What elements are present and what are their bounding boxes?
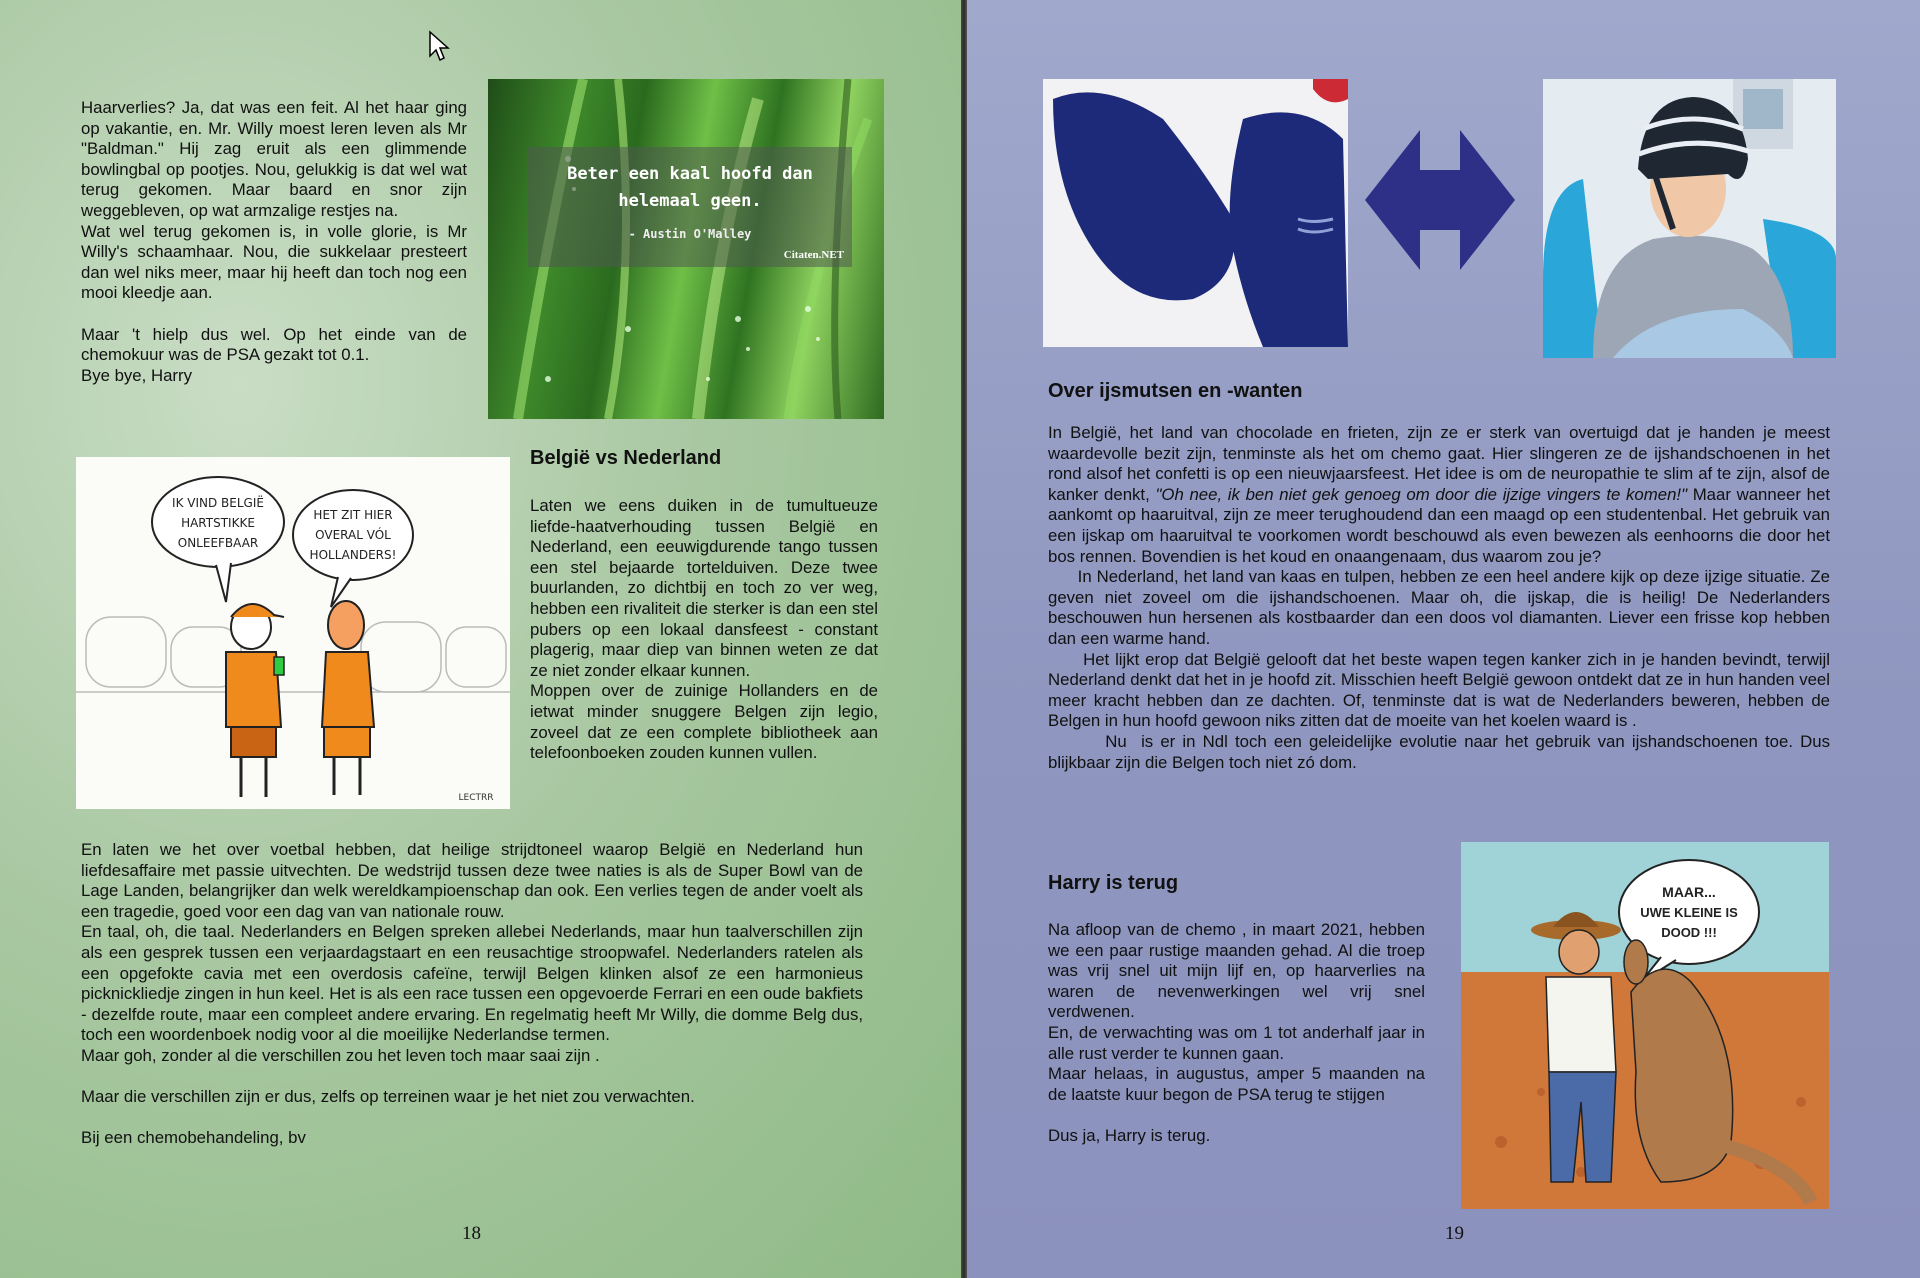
bubble-right-line: HET ZIT HIER (313, 508, 393, 522)
ijsmutsen-paragraph: Het lijkt erop dat België gelooft dat het beste wapen tegen kanker zich in je handen bevindt, terwijl Nederland denkt dat het in je hoofd zit. Misschien heeft België gewoon ontdekt dat ze in hun handen veel meer kracht hebben dan ze dachten. Of, tenminste dat is wat de Nederlanders beweren, hebben de Belgen in hun hoofd gewoon niks zitten dat de moeite van het koelen waard is . (1048, 649, 1835, 731)
cartoon-man-left (226, 604, 284, 797)
right-page (967, 0, 1920, 1278)
kangaroo-bubble-line: DOOD !!! (1661, 925, 1717, 940)
quote-text: Beter een kaal hoofd dan helemaal geen. (567, 164, 813, 211)
harry-paragraph: Dus ja, Harry is terug. (1048, 1125, 1211, 1145)
bottom-paragraph: En laten we het over voetbal hebben, dat heilige strijdtoneel waarop België en Nederland hun liefdesaffaire met passie uitvechten. De wedstrijd tussen deze twee naties is als de Super Bowl van de Lage Landen, belangrijker dan welk wereldkampioenschap dan ook. Een verlies tegen de ander voelt als een tragedie, goed voor een dag van van nationale rouw. (81, 840, 863, 921)
section-heading-harry-is-terug: Harry is terug (1048, 872, 1179, 894)
page-number: 19 (1445, 1223, 1464, 1244)
section-heading-belgie-nederland: België vs Nederland (530, 447, 722, 469)
kangaroo-bubble-line: MAAR... (1662, 884, 1716, 900)
intro-paragraph: Bye bye, Harry (81, 365, 192, 385)
grass-quote-image (488, 79, 884, 419)
bubble-left-line: HARTSTIKKE (181, 516, 255, 530)
double-arrow-icon (1365, 130, 1515, 270)
ijsmutsen-text (1048, 423, 1835, 773)
page-number: 18 (462, 1223, 481, 1244)
section-heading-ijsmutsen: Over ijsmutsen en -wanten (1048, 380, 1303, 402)
mouse-cursor-icon (428, 30, 450, 62)
bubble-left-line: ONLEEFBAAR (177, 536, 259, 550)
intro-paragraph: Haarverlies? Ja, dat was een feit. Al het haar ging op vakantie, en. Mr. Willy moest leren leven als Mr "Baldman." Hij zag eruit als een glimmende bowlingbal op pootjes. Nou, gelukkig is dat wel wat terug gekomen. Maar baard en snor zijn weggebleven, op wat armzalige restjes na. (81, 98, 467, 220)
quote-site-watermark: Citaten.NET (783, 249, 844, 261)
cartoon-man-right (322, 601, 374, 795)
bubble-right-line: OVERAL VÓL (315, 528, 391, 542)
harry-paragraph: En, de verwachting was om 1 tot anderhalf jaar in alle rust verder te kunnen gaan. (1048, 1022, 1425, 1063)
bottom-paragraph: Maar goh, zonder al die verschillen zou het leven toch maar saai zijn . (81, 1045, 600, 1065)
ijsmutsen-quote: "Oh nee, ik ben niet gek genoeg om door die ijzige vingers te komen!" (1155, 484, 1688, 504)
bubble-left-line: IK VIND BELGIË (172, 496, 264, 510)
bottom-paragraph: En taal, oh, die taal. Nederlanders en Belgen spreken allebei Nederlands, maar hun taalverschillen zijn als een gesprek tussen een verjaardagstaart en een reusachtige stroopwafel. Nederlanders ratelen als een opgefokte cavia met een overdosis cafeïne, terwijl Belgen klinken alsof ze een harmonieus picknickliedje zingen in hun keel. Het is als een race tussen een opgevoerde Ferrari en een oude bakfiets - dezelfde route, maar een compleet andere ervaring. En regelmatig heeft Mr Willy, die domme Belg dus, toch een woordenboek nodig voor al die moeilijke Nederlandse termen. (81, 922, 863, 1045)
section-paragraph: Laten we eens duiken in de tumultueuze liefde-haatverhouding tussen België en Nederland, een eeuwigdurende tango tussen een stel bejaarde tortelduiven. Deze twee buurlanden, zo dichtbij en toch zo ver weg, hebben een rivaliteit die sterker is dan een stel pubers op een lokaal dansfeest - constant plagerig, maar diep van binnen weten ze dat ze niet zonder elkaar kunnen. (530, 496, 878, 680)
ijsmutsen-paragraph: Nu is er in Ndl toch een geleidelijke evolutie naar het gebruik van ijshandschoenen toe. Dus blijkbaar zijn die Belgen toch niet zó dom. (1048, 731, 1835, 772)
cartoon-signature: LECTRR (458, 793, 494, 803)
quote-box (528, 147, 852, 267)
harry-text (1048, 920, 1425, 1147)
ice-mittens-image (1043, 79, 1348, 347)
kangaroo-bubble-line: UWE KLEINE IS (1640, 905, 1738, 920)
ijsmutsen-paragraph: In Nederland, het land van kaas en tulpen, hebben ze een heel andere kijk op deze ijzige situatie. Ze geven niet zoveel om die ijshandschoenen. Maar oh, die ijskap, die is heilig! De Nederlanders beschouwen hun hersenen als kostbaarder dan een doos vol diamanten. Liever een frisse kop hebben dan een warme hand. (1048, 567, 1835, 648)
cooling-cap-image (1543, 79, 1836, 358)
intro-paragraph: Wat wel terug gekomen is, in volle glorie, is Mr Willy's schaamhaar. Nou, die sukkelaar presteert dan wel niks meer, maar hij heeft dan toch nog een mooi kleedje aan. (81, 221, 467, 303)
bubble-right-line: HOLLANDERS! (309, 548, 397, 562)
section-paragraph: Moppen over de zuinige Hollanders en de ietwat minder snuggere Belgen zijn legio, zoveel dat ze een complete bibliotheek aan telefoonboeken zouden kunnen vullen. (530, 681, 878, 763)
bottom-text (81, 840, 863, 1149)
kangaroo-cartoon (1461, 842, 1829, 1209)
harry-paragraph: Na afloop van de chemo , in maart 2021, hebben we een paar rustige maanden gehad. Al die troep was vrij snel uit mijn lijf en, op haarverlies na waren de nevenwerkingen wel vrij snel verdwenen. (1048, 920, 1425, 1022)
harry-paragraph: Maar helaas, in augustus, amper 5 maanden na de laatste kuur begon de PSA terug te stijgen (1048, 1064, 1425, 1104)
belgium-netherlands-cartoon (76, 457, 510, 809)
bottom-paragraph: Maar die verschillen zijn er dus, zelfs op terreinen waar je het niet zou verwachten. (81, 1087, 695, 1107)
intro-paragraph: Maar 't hielp dus wel. Op het einde van de chemokuur was de PSA gezakt tot 0.1. (81, 324, 467, 365)
ijsmutsen-paragraph: In België, het land van chocolade en frieten, zijn ze er sterk van overtuigd dat je handen je meest waardevolle bezit zijn, tenminste als het om chemo gaat. Hier slingeren ze de ijshandschoenen in het rond alsof het confetti is op een nieuwjaarsfeest. Het idee is om de neuropathie te slim af te zijn, alsof de kanker denkt, "Oh nee, ik ben niet gek genoeg om door die ijzige vingers te komen!" Maar wanneer het aankomt op haaruitval, zijn ze meer terughoudend dan een maagd op een studentenbal. Het gebruik van een ijskap om haaruitval te voorkomen wordt beschouwd als even bewezen als eenhoorns die door het bos rennen. Bovendien is het koud en onaangenaam, dus waarom zou je? (1048, 423, 1830, 566)
bottom-paragraph: Bij een chemobehandeling, bv (81, 1128, 306, 1148)
intro-text (81, 98, 467, 386)
quote-author: - Austin O'Malley (628, 227, 752, 241)
belgie-nederland-text (530, 496, 878, 764)
